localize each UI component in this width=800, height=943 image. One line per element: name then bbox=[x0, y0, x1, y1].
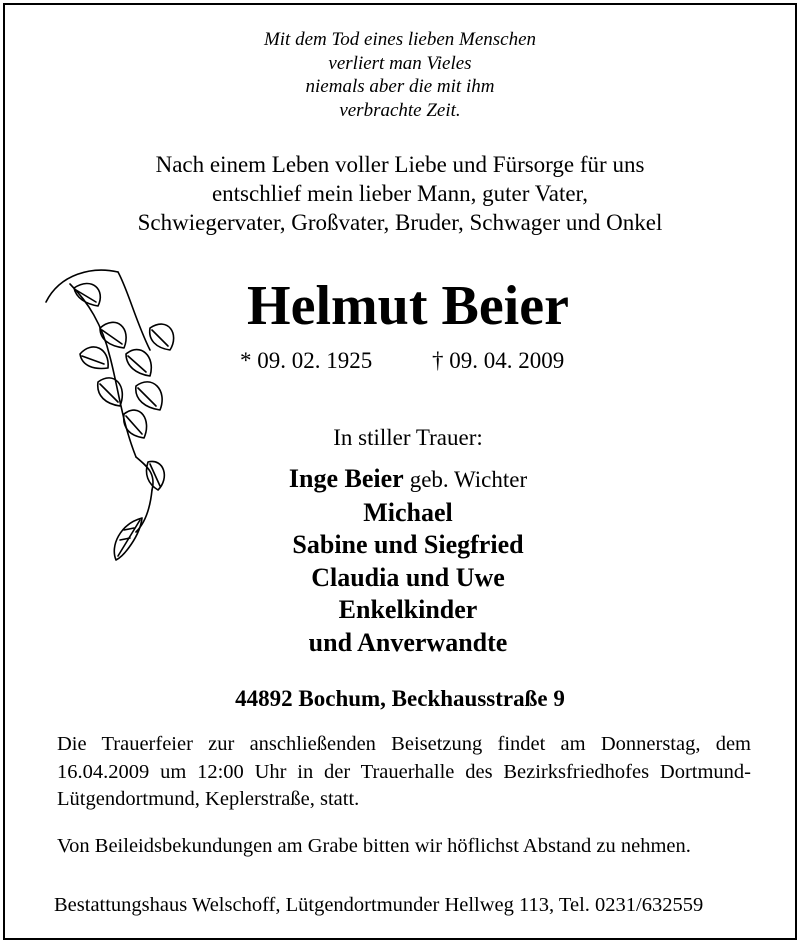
ceremony-info bbox=[57, 731, 751, 814]
intro-line: entschlief mein lieber Mann, guter Vater, bbox=[211, 181, 589, 206]
funeral-home: Bestattungshaus Welschoff, Lütgendortmunder Hellweg 113, Tel. 0231/632559 bbox=[54, 894, 704, 916]
family-list bbox=[8, 463, 800, 659]
ceremony-line: Die Trauerfeier zur anschließenden Beisetzung findet am Donnerstag, dem bbox=[57, 733, 751, 755]
intro-text bbox=[0, 150, 800, 237]
ceremony-line: Lütgendortmund, Keplerstraße, statt. bbox=[57, 788, 360, 810]
birth-date: * 09. 02. 1925 bbox=[240, 348, 373, 373]
condolence-note: Von Beileidsbekundungen am Grabe bitten wir höflichst Abstand zu nehmen. bbox=[57, 835, 691, 857]
family-member: Sabine und Siegfried bbox=[292, 530, 524, 559]
poem-line: verbrachte Zeit. bbox=[339, 99, 461, 121]
poem-line: verliert man Vieles bbox=[328, 52, 472, 74]
ceremony-line: 16.04.2009 um 12:00 Uhr in der Trauerhalle des Bezirksfriedhofes Dortmund- bbox=[57, 760, 751, 783]
family-wife bbox=[8, 463, 800, 497]
mourning-label: In stiller Trauer: bbox=[333, 425, 483, 450]
family-address: 44892 Bochum, Beckhausstraße 9 bbox=[235, 686, 565, 711]
family-member: und Anverwandte bbox=[308, 627, 508, 657]
intro-line: Schwiegervater, Großvater, Bruder, Schwager und Onkel bbox=[137, 210, 663, 235]
death-date: † 09. 04. 2009 bbox=[432, 348, 565, 373]
wife-nee: geb. Wichter bbox=[409, 467, 528, 492]
poem bbox=[0, 28, 800, 122]
deceased-name: Helmut Beier bbox=[247, 275, 569, 337]
intro-line: Nach einem Leben voller Liebe und Fürsorge für uns bbox=[155, 152, 645, 177]
family-member: Enkelkinder bbox=[338, 595, 478, 624]
poem-line: niemals aber die mit ihm bbox=[305, 76, 495, 97]
wife-name: Inge Beier bbox=[288, 464, 404, 493]
family-member: Michael bbox=[363, 497, 453, 527]
family-member: Claudia und Uwe bbox=[311, 562, 505, 592]
poem-line: Mit dem Tod eines lieben Menschen bbox=[263, 29, 537, 50]
